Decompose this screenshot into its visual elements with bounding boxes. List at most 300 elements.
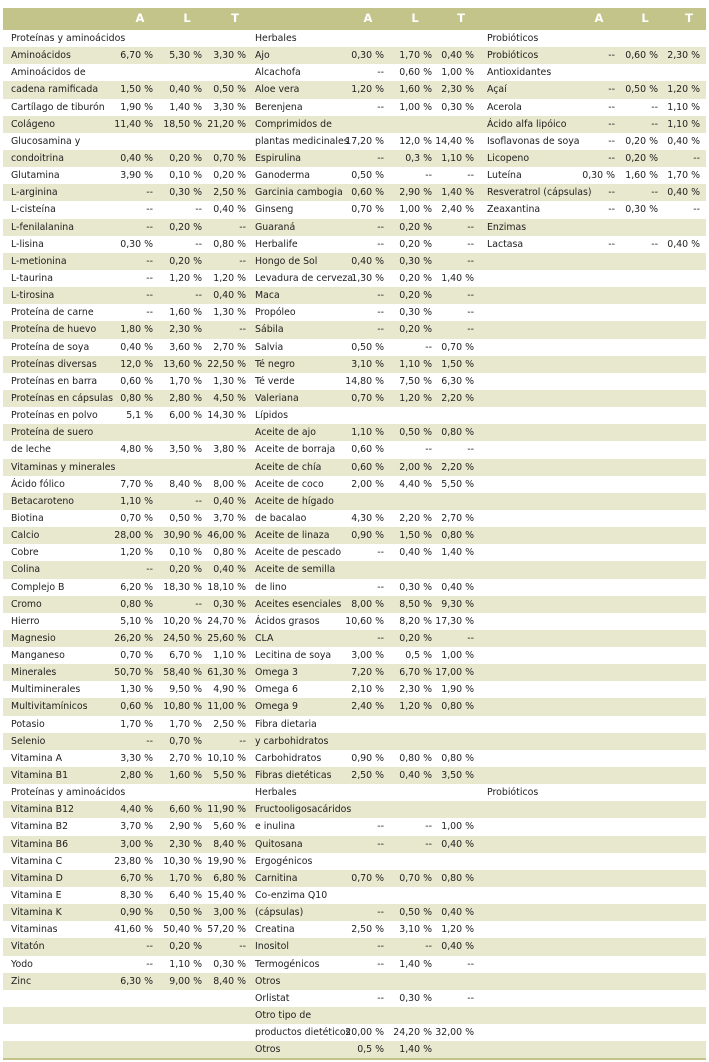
mid-item-label: Lípidos bbox=[255, 410, 288, 422]
mid-value-a: -- bbox=[377, 838, 384, 850]
mid-item-label: Alcachofa bbox=[255, 67, 301, 79]
mid-value-a: -- bbox=[377, 152, 384, 164]
left-value-t: 21,20 % bbox=[207, 118, 246, 130]
mid-item-label: Aceite de semilla bbox=[255, 564, 336, 576]
left-item-label: Glutamina bbox=[11, 170, 60, 182]
left-item-label: cadena ramificada bbox=[11, 84, 99, 96]
mid-item-label: Ajo bbox=[255, 50, 270, 62]
mid-value-t: 6,30 % bbox=[441, 375, 474, 387]
left-value-t: -- bbox=[239, 221, 246, 233]
right-item-label: Luteína bbox=[487, 170, 522, 182]
mid-item-label: de lino bbox=[255, 581, 287, 593]
left-value-l: -- bbox=[195, 204, 202, 216]
table-row bbox=[3, 990, 706, 1007]
right-value-t: 1,10 % bbox=[667, 118, 700, 130]
mid-value-t: 0,40 % bbox=[441, 581, 474, 593]
left-value-t: 8,40 % bbox=[213, 975, 246, 987]
mid-value-l: 0,20 % bbox=[399, 238, 432, 250]
left-value-a: 0,30 % bbox=[120, 238, 153, 250]
left-value-a: -- bbox=[146, 204, 153, 216]
table-row bbox=[3, 904, 706, 921]
left-value-a: 3,30 % bbox=[120, 752, 153, 764]
right-value-t: 0,40 % bbox=[667, 238, 700, 250]
left-item-label: L-cisteína bbox=[11, 204, 56, 216]
mid-value-t: 1,40 % bbox=[441, 547, 474, 559]
left-value-t: 1,20 % bbox=[213, 272, 246, 284]
table-row bbox=[3, 527, 706, 544]
table-row bbox=[3, 870, 706, 887]
mid-value-l: 1,20 % bbox=[399, 701, 432, 713]
mid-value-t: 0,40 % bbox=[441, 941, 474, 953]
table-row bbox=[3, 647, 706, 664]
left-value-l: 0,20 % bbox=[169, 152, 202, 164]
left-item-label: Hierro bbox=[11, 615, 40, 627]
table-row bbox=[3, 613, 706, 630]
left-value-l: 6,40 % bbox=[169, 890, 202, 902]
table-row bbox=[3, 373, 706, 390]
left-value-a: 0,80 % bbox=[120, 392, 153, 404]
left-value-a: 6,70 % bbox=[120, 50, 153, 62]
left-value-l: 6,60 % bbox=[169, 804, 202, 816]
left-value-t: -- bbox=[239, 324, 246, 336]
left-value-t: 11,90 % bbox=[207, 804, 246, 816]
mid-value-a: -- bbox=[377, 581, 384, 593]
left-value-a: 41,60 % bbox=[114, 924, 153, 936]
right-item-label: Acerola bbox=[487, 101, 522, 113]
mid-item-label: Fibras dietéticas bbox=[255, 770, 332, 782]
left-item-label: Aminoácidos de bbox=[11, 67, 86, 79]
left-value-a: -- bbox=[146, 941, 153, 953]
left-value-l: 0,50 % bbox=[169, 512, 202, 524]
left-value-a: 5,10 % bbox=[120, 615, 153, 627]
table-row bbox=[3, 733, 706, 750]
mid-value-l: 2,30 % bbox=[399, 684, 432, 696]
right-value-t: 1,70 % bbox=[667, 170, 700, 182]
left-item-label: Zinc bbox=[11, 975, 32, 987]
left-item-label: Proteína de huevo bbox=[11, 324, 97, 336]
left-value-l: -- bbox=[195, 495, 202, 507]
mid-value-t: 1,00 % bbox=[441, 67, 474, 79]
right-value-l: -- bbox=[651, 187, 658, 199]
left-value-a: 0,60 % bbox=[120, 701, 153, 713]
left-value-a: 3,90 % bbox=[120, 170, 153, 182]
left-value-a: 2,80 % bbox=[120, 770, 153, 782]
mid-value-t: 1,20 % bbox=[441, 924, 474, 936]
left-value-t: 8,40 % bbox=[213, 838, 246, 850]
mid-item-label: Herbalife bbox=[255, 238, 298, 250]
left-value-t: 57,20 % bbox=[207, 924, 246, 936]
left-item-label: Cobre bbox=[11, 547, 39, 559]
table-row bbox=[3, 887, 706, 904]
right-value-t: 0,40 % bbox=[667, 187, 700, 199]
mid-value-t: -- bbox=[467, 170, 474, 182]
table-row bbox=[3, 956, 706, 973]
mid-value-l: 0,30 % bbox=[399, 992, 432, 1004]
left-value-t: 5,50 % bbox=[213, 770, 246, 782]
mid-value-t: 2,20 % bbox=[441, 461, 474, 473]
mid-item-label: Té verde bbox=[255, 375, 295, 387]
header-left-l: L bbox=[183, 11, 191, 25]
table-row bbox=[3, 407, 706, 424]
left-item-label: condoitrina bbox=[11, 152, 64, 164]
left-item-label: Minerales bbox=[11, 667, 57, 679]
left-value-a: 26,20 % bbox=[114, 632, 153, 644]
mid-value-a: 2,50 % bbox=[351, 770, 384, 782]
mid-value-a: 0,30 % bbox=[351, 50, 384, 62]
mid-value-a: 17,20 % bbox=[345, 135, 384, 147]
left-value-t: 4,90 % bbox=[213, 684, 246, 696]
left-item-label: Aminoácidos bbox=[11, 50, 71, 62]
table-row bbox=[3, 836, 706, 853]
mid-value-a: -- bbox=[377, 307, 384, 319]
left-value-t: 25,60 % bbox=[207, 632, 246, 644]
mid-value-a: 20,00 % bbox=[345, 1027, 384, 1039]
left-value-l: 2,70 % bbox=[169, 752, 202, 764]
mid-value-t: 0,80 % bbox=[441, 872, 474, 884]
mid-item-label: Aceites esenciales bbox=[255, 598, 342, 610]
left-value-t: 19,90 % bbox=[207, 855, 246, 867]
left-value-l: 2,30 % bbox=[169, 324, 202, 336]
table-row bbox=[3, 579, 706, 596]
right-value-t: 2,30 % bbox=[667, 50, 700, 62]
mid-value-a: 0,60 % bbox=[351, 187, 384, 199]
mid-value-t: 0,80 % bbox=[441, 752, 474, 764]
header-mid-t: T bbox=[457, 11, 465, 25]
mid-value-t: -- bbox=[467, 238, 474, 250]
mid-item-label: Espirulina bbox=[255, 152, 302, 164]
header-right-t: T bbox=[685, 11, 693, 25]
mid-item-label: Aceite de coco bbox=[255, 478, 324, 490]
mid-value-a: -- bbox=[377, 67, 384, 79]
table-row bbox=[3, 664, 706, 681]
left-value-l: 0,20 % bbox=[169, 564, 202, 576]
mid-value-a: -- bbox=[377, 547, 384, 559]
table-row bbox=[3, 596, 706, 613]
right-item-label: Probióticos bbox=[487, 50, 539, 62]
left-value-t: 1,10 % bbox=[213, 650, 246, 662]
table-row bbox=[3, 321, 706, 338]
table-row bbox=[3, 493, 706, 510]
table-row bbox=[3, 270, 706, 287]
mid-value-a: 0,90 % bbox=[351, 530, 384, 542]
left-value-a: -- bbox=[146, 958, 153, 970]
left-value-l: 9,00 % bbox=[169, 975, 202, 987]
mid-value-l: 0,80 % bbox=[399, 752, 432, 764]
table-row bbox=[3, 921, 706, 938]
table-row bbox=[3, 219, 706, 236]
left-item-label: Proteína de carne bbox=[11, 307, 94, 319]
mid-value-l: 0,60 % bbox=[399, 67, 432, 79]
table-row bbox=[3, 544, 706, 561]
header-left-t: T bbox=[231, 11, 239, 25]
mid-item-label: Aceite de borraja bbox=[255, 444, 336, 456]
mid-value-l: 2,00 % bbox=[399, 461, 432, 473]
left-value-t: 3,30 % bbox=[213, 101, 246, 113]
left-value-l: 18,50 % bbox=[163, 118, 202, 130]
left-value-a: 6,30 % bbox=[120, 975, 153, 987]
left-value-l: 8,40 % bbox=[169, 478, 202, 490]
left-value-l: 18,30 % bbox=[163, 581, 202, 593]
left-value-t: -- bbox=[239, 255, 246, 267]
left-item-label: L-fenilalanina bbox=[11, 221, 74, 233]
left-value-t: -- bbox=[239, 735, 246, 747]
left-item-label: Proteínas y aminoácidos bbox=[11, 787, 126, 799]
left-value-t: 22,50 % bbox=[207, 358, 246, 370]
mid-value-t: 1,00 % bbox=[441, 650, 474, 662]
left-value-a: 8,30 % bbox=[120, 890, 153, 902]
mid-item-label: Maca bbox=[255, 290, 280, 302]
left-item-label: Vitamina K bbox=[11, 907, 62, 919]
right-value-l: -- bbox=[651, 118, 658, 130]
supplement-prevalence-table bbox=[3, 8, 706, 1060]
left-value-t: 3,30 % bbox=[213, 50, 246, 62]
table-row bbox=[3, 767, 706, 784]
left-item-label: Colágeno bbox=[11, 118, 56, 130]
mid-value-l: 1,60 % bbox=[399, 84, 432, 96]
table-row bbox=[3, 818, 706, 835]
mid-value-a: -- bbox=[377, 941, 384, 953]
left-value-t: 18,10 % bbox=[207, 581, 246, 593]
table-row bbox=[3, 510, 706, 527]
left-value-l: 0,40 % bbox=[169, 84, 202, 96]
mid-value-a: -- bbox=[377, 821, 384, 833]
mid-value-a: 0,60 % bbox=[351, 461, 384, 473]
left-value-t: 1,30 % bbox=[213, 375, 246, 387]
mid-value-a: 7,20 % bbox=[351, 667, 384, 679]
left-value-a: -- bbox=[146, 564, 153, 576]
left-item-label: Cromo bbox=[11, 598, 42, 610]
mid-item-label: Aceite de pescado bbox=[255, 547, 342, 559]
left-value-l: -- bbox=[195, 598, 202, 610]
mid-value-t: 0,40 % bbox=[441, 907, 474, 919]
mid-value-l: 1,50 % bbox=[399, 530, 432, 542]
left-value-t: 2,70 % bbox=[213, 341, 246, 353]
table-row bbox=[3, 47, 706, 64]
mid-item-label: Omega 3 bbox=[255, 667, 298, 679]
left-item-label: Proteínas en cápsulas bbox=[11, 392, 114, 404]
mid-item-label: Otros bbox=[255, 1044, 281, 1056]
left-value-l: 1,10 % bbox=[169, 958, 202, 970]
mid-value-l: 2,20 % bbox=[399, 512, 432, 524]
mid-item-label: Ganoderma bbox=[255, 170, 310, 182]
mid-value-t: -- bbox=[467, 958, 474, 970]
left-value-t: 4,50 % bbox=[213, 392, 246, 404]
mid-item-label: Termogénicos bbox=[255, 958, 320, 970]
left-item-label: Proteína de suero bbox=[11, 427, 94, 439]
mid-value-a: 0,70 % bbox=[351, 872, 384, 884]
mid-value-a: 0,70 % bbox=[351, 392, 384, 404]
mid-item-label: Té negro bbox=[255, 358, 295, 370]
left-item-label: Proteínas y aminoácidos bbox=[11, 33, 126, 44]
left-value-a: 4,40 % bbox=[120, 804, 153, 816]
mid-value-t: 2,70 % bbox=[441, 512, 474, 524]
left-item-label: Proteínas en barra bbox=[11, 375, 98, 387]
mid-value-l: 1,20 % bbox=[399, 392, 432, 404]
mid-value-t: -- bbox=[467, 992, 474, 1004]
mid-item-label: de bacalao bbox=[255, 512, 307, 524]
left-value-t: 3,80 % bbox=[213, 444, 246, 456]
mid-value-t: 14,40 % bbox=[435, 135, 474, 147]
left-value-l: 10,20 % bbox=[163, 615, 202, 627]
mid-value-l: 0,50 % bbox=[399, 427, 432, 439]
header-right-a: A bbox=[594, 11, 604, 25]
mid-value-l: 8,50 % bbox=[399, 598, 432, 610]
left-item-label: Multiminerales bbox=[11, 684, 81, 696]
mid-value-a: -- bbox=[377, 907, 384, 919]
left-value-t: 11,00 % bbox=[207, 701, 246, 713]
left-value-a: 6,70 % bbox=[120, 872, 153, 884]
right-item-label: Zeaxantina bbox=[487, 204, 541, 216]
mid-value-l: 1,00 % bbox=[399, 204, 432, 216]
mid-item-label: Comprimidos de bbox=[255, 118, 332, 130]
right-value-a: -- bbox=[608, 238, 615, 250]
left-value-l: 0,70 % bbox=[169, 735, 202, 747]
left-item-label: Biotina bbox=[11, 512, 44, 524]
mid-item-label: Otro tipo de bbox=[255, 1010, 312, 1022]
table-row bbox=[3, 81, 706, 98]
right-value-t: 1,20 % bbox=[667, 84, 700, 96]
mid-value-a: 3,00 % bbox=[351, 650, 384, 662]
table-row bbox=[3, 801, 706, 818]
left-value-l: 6,70 % bbox=[169, 650, 202, 662]
mid-item-label: Omega 6 bbox=[255, 684, 298, 696]
left-value-t: 0,70 % bbox=[213, 152, 246, 164]
left-item-label: Colina bbox=[11, 564, 41, 576]
left-value-a: 1,90 % bbox=[120, 101, 153, 113]
mid-value-l: 0,40 % bbox=[399, 547, 432, 559]
right-value-l: 0,30 % bbox=[625, 204, 658, 216]
mid-item-label: Garcinia cambogia bbox=[255, 187, 343, 199]
mid-value-a: 3,10 % bbox=[351, 358, 384, 370]
mid-value-l: 0,3 % bbox=[405, 152, 432, 164]
left-value-l: 2,90 % bbox=[169, 821, 202, 833]
left-value-a: 23,80 % bbox=[114, 855, 153, 867]
mid-item-label: Aceite de linaza bbox=[255, 530, 330, 542]
left-item-label: Vitaminas y minerales bbox=[11, 461, 116, 473]
table-row bbox=[3, 441, 706, 458]
left-value-t: 14,30 % bbox=[207, 410, 246, 422]
mid-value-l: 7,50 % bbox=[399, 375, 432, 387]
mid-item-label: Omega 9 bbox=[255, 701, 298, 713]
table-body bbox=[3, 30, 706, 1058]
left-value-l: 50,40 % bbox=[163, 924, 202, 936]
table-row bbox=[3, 424, 706, 441]
table-row bbox=[3, 750, 706, 767]
table-row bbox=[3, 390, 706, 407]
table-row bbox=[3, 133, 706, 150]
mid-value-l: 0,30 % bbox=[399, 581, 432, 593]
right-value-a: -- bbox=[608, 204, 615, 216]
table-row bbox=[3, 99, 706, 116]
left-value-a: -- bbox=[146, 735, 153, 747]
table-header bbox=[3, 8, 706, 30]
right-value-a: -- bbox=[608, 135, 615, 147]
mid-item-label: Levadura de cerveza bbox=[255, 272, 354, 284]
left-item-label: L-lisina bbox=[11, 238, 44, 250]
mid-value-a: -- bbox=[377, 101, 384, 113]
right-item-label: Probióticos bbox=[487, 787, 539, 799]
left-value-l: 1,70 % bbox=[169, 375, 202, 387]
mid-value-l: 24,20 % bbox=[393, 1027, 432, 1039]
mid-value-l: -- bbox=[425, 941, 432, 953]
left-item-label: Vitamina E bbox=[11, 890, 62, 902]
table-row bbox=[3, 236, 706, 253]
left-value-t: 8,00 % bbox=[213, 478, 246, 490]
mid-value-t: 0,40 % bbox=[441, 838, 474, 850]
left-value-l: 1,40 % bbox=[169, 101, 202, 113]
mid-item-label: Berenjena bbox=[255, 101, 303, 113]
mid-value-t: 32,00 % bbox=[435, 1027, 474, 1039]
right-value-l: 0,20 % bbox=[625, 152, 658, 164]
mid-value-l: 1,00 % bbox=[399, 101, 432, 113]
left-value-t: 0,30 % bbox=[213, 598, 246, 610]
mid-value-l: 0,30 % bbox=[399, 307, 432, 319]
left-value-l: 0,30 % bbox=[169, 187, 202, 199]
mid-value-l: 0,40 % bbox=[399, 770, 432, 782]
left-value-a: 1,50 % bbox=[120, 84, 153, 96]
table-row bbox=[3, 184, 706, 201]
left-value-a: 11,40 % bbox=[114, 118, 153, 130]
left-value-a: 1,10 % bbox=[120, 495, 153, 507]
mid-value-l: 0,20 % bbox=[399, 221, 432, 233]
mid-value-l: 1,40 % bbox=[399, 958, 432, 970]
left-value-t: 0,80 % bbox=[213, 547, 246, 559]
mid-value-t: 5,50 % bbox=[441, 478, 474, 490]
table-row bbox=[3, 630, 706, 647]
left-value-t: -- bbox=[239, 941, 246, 953]
right-item-label: Isoflavonas de soya bbox=[487, 135, 580, 147]
mid-value-t: 1,40 % bbox=[441, 272, 474, 284]
left-value-l: 24,50 % bbox=[163, 632, 202, 644]
right-value-l: -- bbox=[651, 101, 658, 113]
left-value-t: 0,40 % bbox=[213, 290, 246, 302]
mid-item-label: Inositol bbox=[255, 941, 289, 953]
right-item-label: Ácido alfa lipóico bbox=[487, 118, 567, 130]
mid-value-a: 1,10 % bbox=[351, 427, 384, 439]
left-value-a: 0,80 % bbox=[120, 598, 153, 610]
mid-item-label: Herbales bbox=[255, 33, 297, 44]
left-item-label: L-taurina bbox=[11, 272, 53, 284]
mid-item-label: Aceite de hígado bbox=[255, 495, 334, 507]
left-value-t: 0,80 % bbox=[213, 238, 246, 250]
left-value-t: 1,30 % bbox=[213, 307, 246, 319]
table-row bbox=[3, 853, 706, 870]
right-value-a: 0,30 % bbox=[582, 170, 615, 182]
mid-value-t: 0,40 % bbox=[441, 50, 474, 62]
table-row bbox=[3, 1007, 706, 1024]
mid-value-l: -- bbox=[425, 341, 432, 353]
mid-value-t: 1,90 % bbox=[441, 684, 474, 696]
mid-value-t: 0,80 % bbox=[441, 427, 474, 439]
left-value-t: 24,70 % bbox=[207, 615, 246, 627]
table-row bbox=[3, 973, 706, 990]
mid-value-t: -- bbox=[467, 255, 474, 267]
left-item-label: Multivitamínicos bbox=[11, 701, 88, 713]
left-item-label: Betacaroteno bbox=[11, 495, 75, 507]
left-value-a: -- bbox=[146, 221, 153, 233]
table-row bbox=[3, 201, 706, 218]
mid-value-t: -- bbox=[467, 324, 474, 336]
mid-value-l: 12,0 % bbox=[399, 135, 432, 147]
mid-item-label: Lecitina de soya bbox=[255, 650, 332, 662]
left-value-l: 0,20 % bbox=[169, 221, 202, 233]
right-value-a: -- bbox=[608, 101, 615, 113]
mid-item-label: Salvia bbox=[255, 341, 284, 353]
mid-value-l: 2,90 % bbox=[399, 187, 432, 199]
mid-value-l: -- bbox=[425, 170, 432, 182]
left-value-l: 5,30 % bbox=[169, 50, 202, 62]
left-item-label: Vitamina B1 bbox=[11, 770, 69, 782]
